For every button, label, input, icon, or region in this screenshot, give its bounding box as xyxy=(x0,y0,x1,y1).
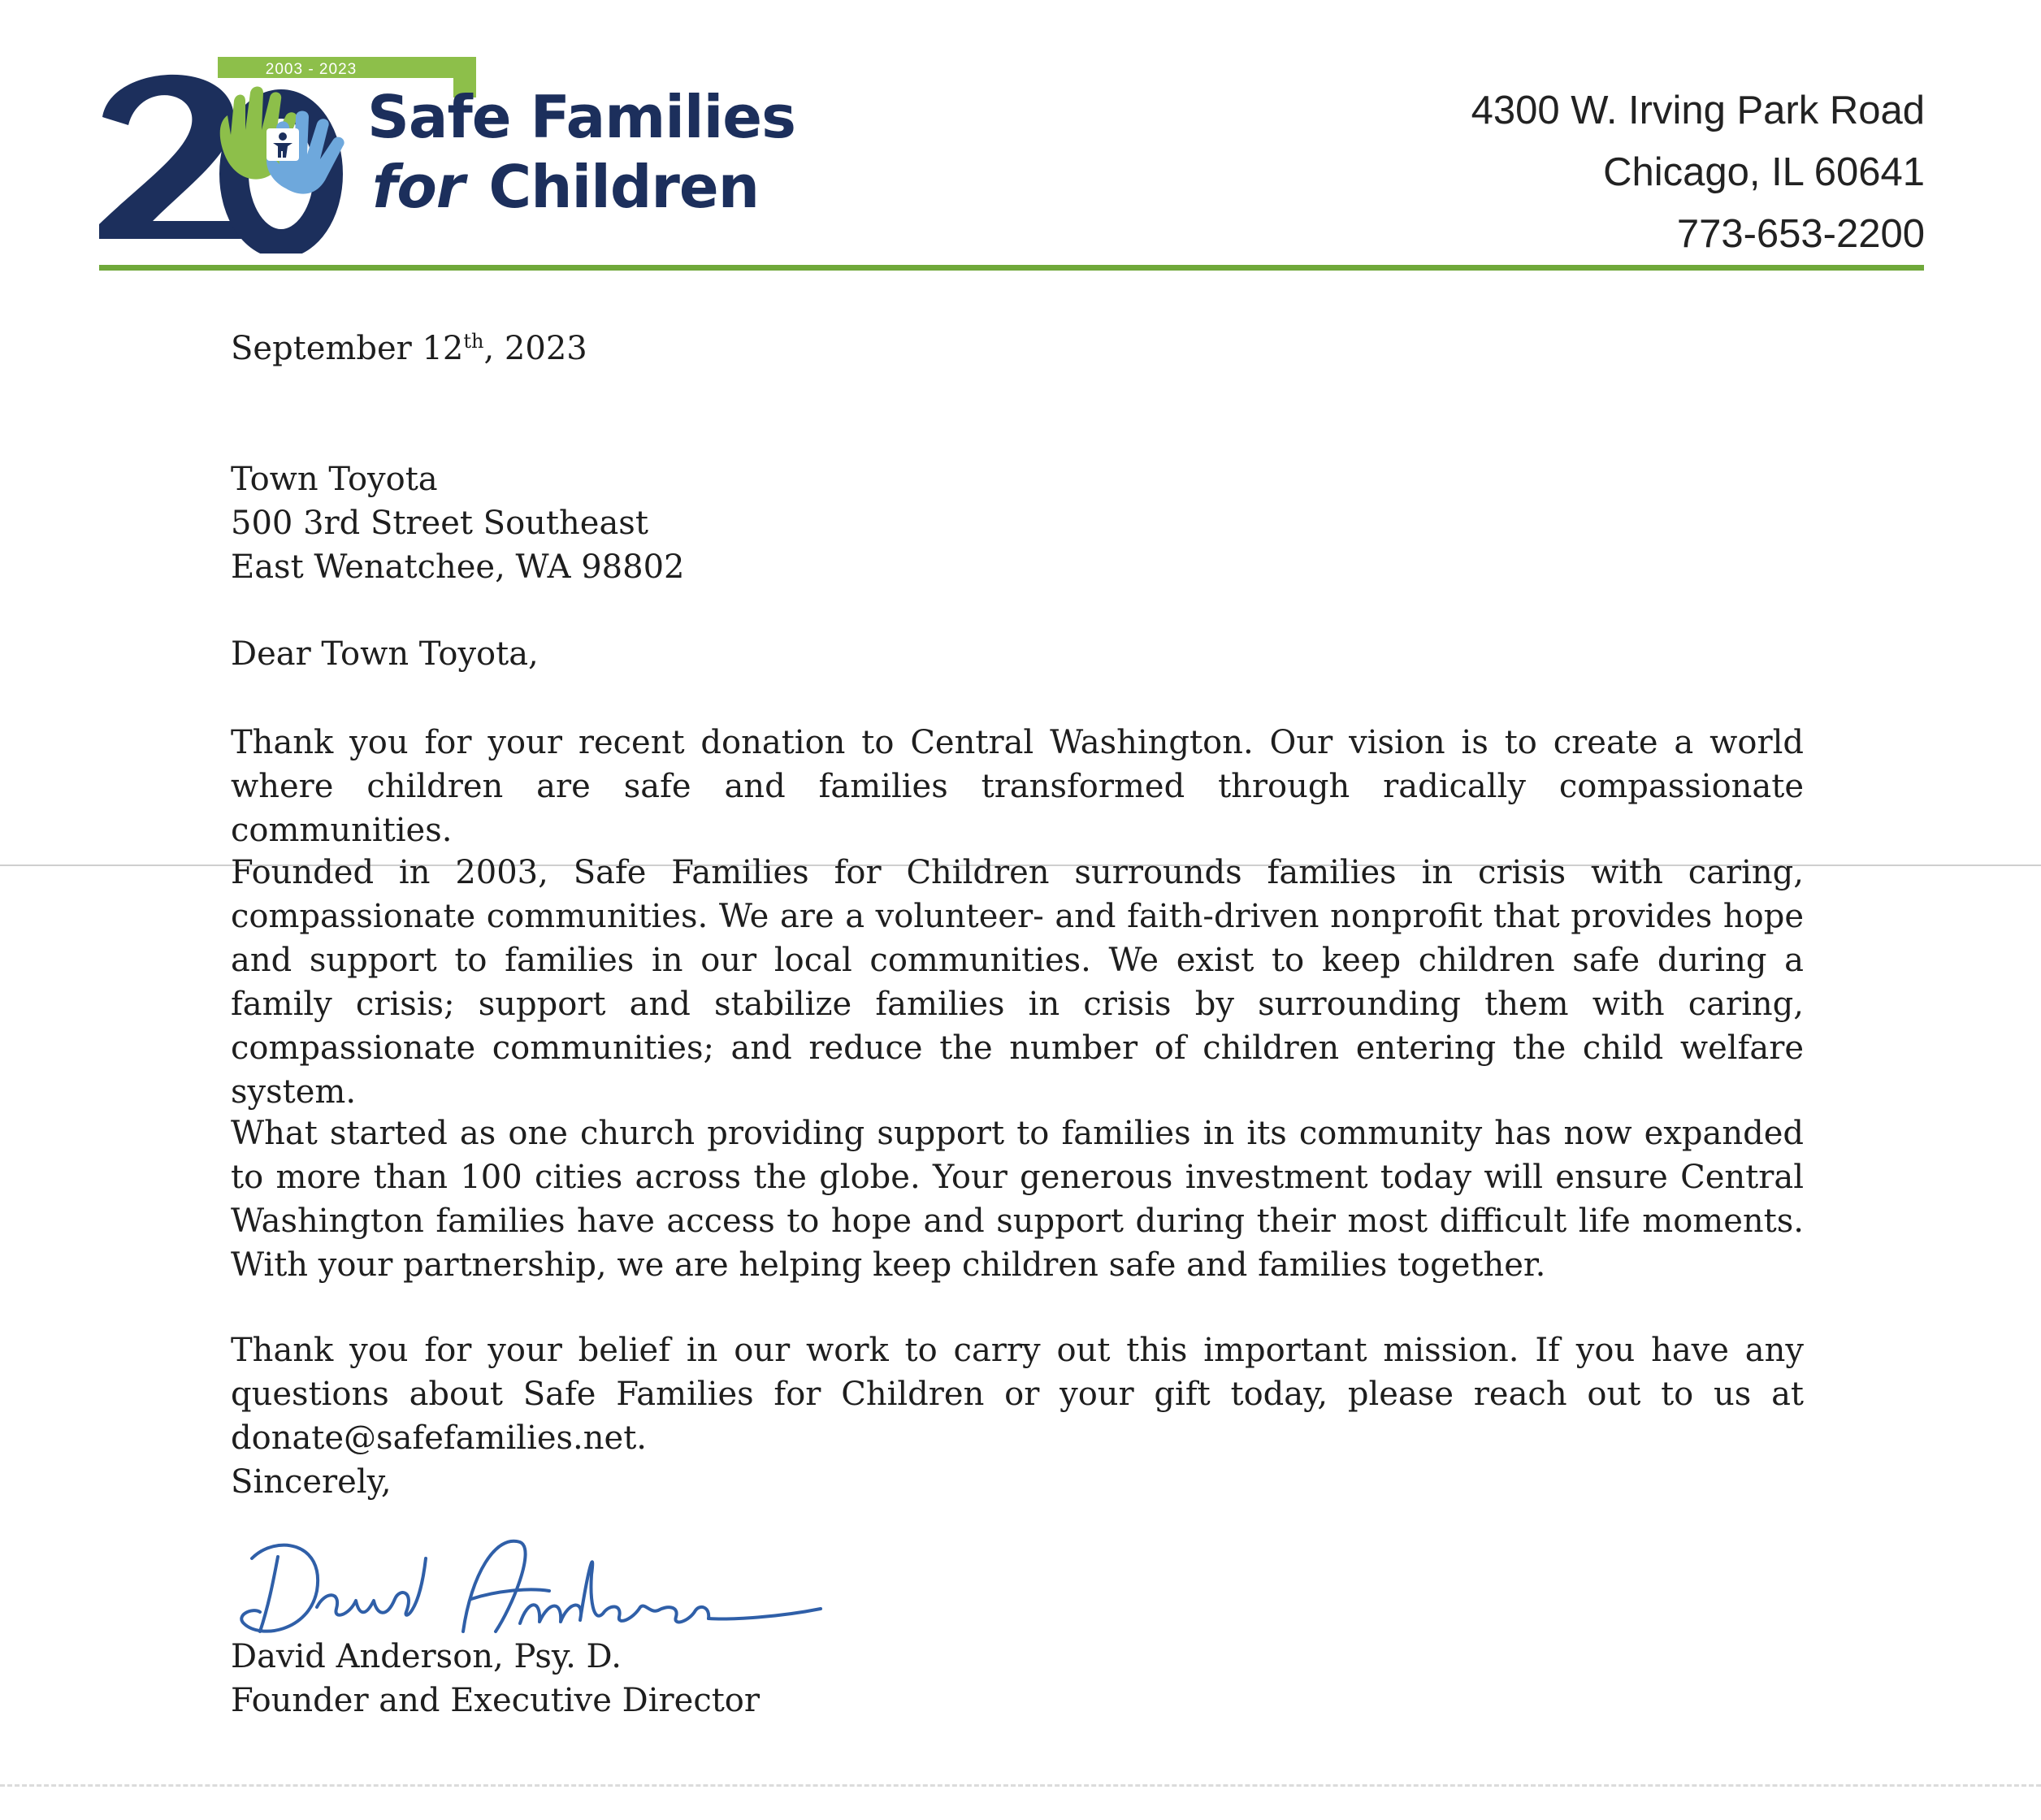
handwritten-signature xyxy=(228,1510,829,1656)
logo-20-anniversary-icon xyxy=(96,50,778,254)
salutation: Dear Town Toyota, xyxy=(231,635,539,673)
recipient-address-block xyxy=(231,457,1804,589)
letterhead-divider xyxy=(99,265,1924,271)
logo-name-children: Children xyxy=(488,153,759,221)
address-street: 4300 W. Irving Park Road xyxy=(1471,89,1925,132)
body-paragraph: Thank you for your recent donation to Central Washington. Our vision is to create a world where children are safe and families transformed through radically compassionate communities. xyxy=(231,724,1804,849)
date-month-day: September 12 xyxy=(231,330,464,367)
address-city-state-zip: Chicago, IL 60641 xyxy=(1603,150,1925,194)
body-paragraph: Thank you for your belief in our work to carry out this important mission. If you have any questions about Safe Families for Children or your gift today, please reach out to us at donate@safefamilies.net. xyxy=(231,1332,1804,1457)
body-paragraph: What started as one church providing support to families in its community has now expanded to more than 100 cities across the globe. Your generous investment today will ensure Central Washington families have access to hope and support during their most difficult life moments. With your partnership, we are helping keep children safe and families together. xyxy=(231,1115,1804,1284)
signatory-title: Founder and Executive Director xyxy=(231,1682,760,1719)
letterhead-address xyxy=(1471,80,1925,265)
logo-name-line2 xyxy=(372,153,759,221)
closing: Sincerely, xyxy=(231,1463,392,1501)
recipient-city-state-zip: East Wenatchee, WA 98802 xyxy=(231,548,685,586)
date-ordinal-suffix: th xyxy=(463,330,484,353)
signatory-block xyxy=(231,1635,1804,1722)
address-phone: 773-653-2200 xyxy=(1676,212,1925,256)
signatory-name: David Anderson, Psy. D. xyxy=(231,1638,622,1675)
recipient-street: 500 3rd Street Southeast xyxy=(231,505,648,542)
letter-date xyxy=(231,327,1804,370)
logo-name-for: for xyxy=(372,153,465,221)
recipient-name: Town Toyota xyxy=(231,461,438,498)
organization-logo xyxy=(96,50,795,254)
logo-years-banner: 2003 - 2023 xyxy=(265,61,358,78)
logo-name-line1: Safe Families xyxy=(367,83,795,151)
body-paragraph: Founded in 2003, Safe Families for Children surrounds families in crisis with caring, compassionate communities. We are a volunteer- and faith-driven nonprofit that provides hope and support to families in our local communities. We exist to keep children safe during a family crisis; support and stabilize families in crisis by surrounding them with caring, compassionate communities; and reduce the number of children entering the child welfare system. xyxy=(231,854,1804,1111)
scan-fold-line xyxy=(0,1784,2041,1787)
date-year: , 2023 xyxy=(483,330,587,367)
